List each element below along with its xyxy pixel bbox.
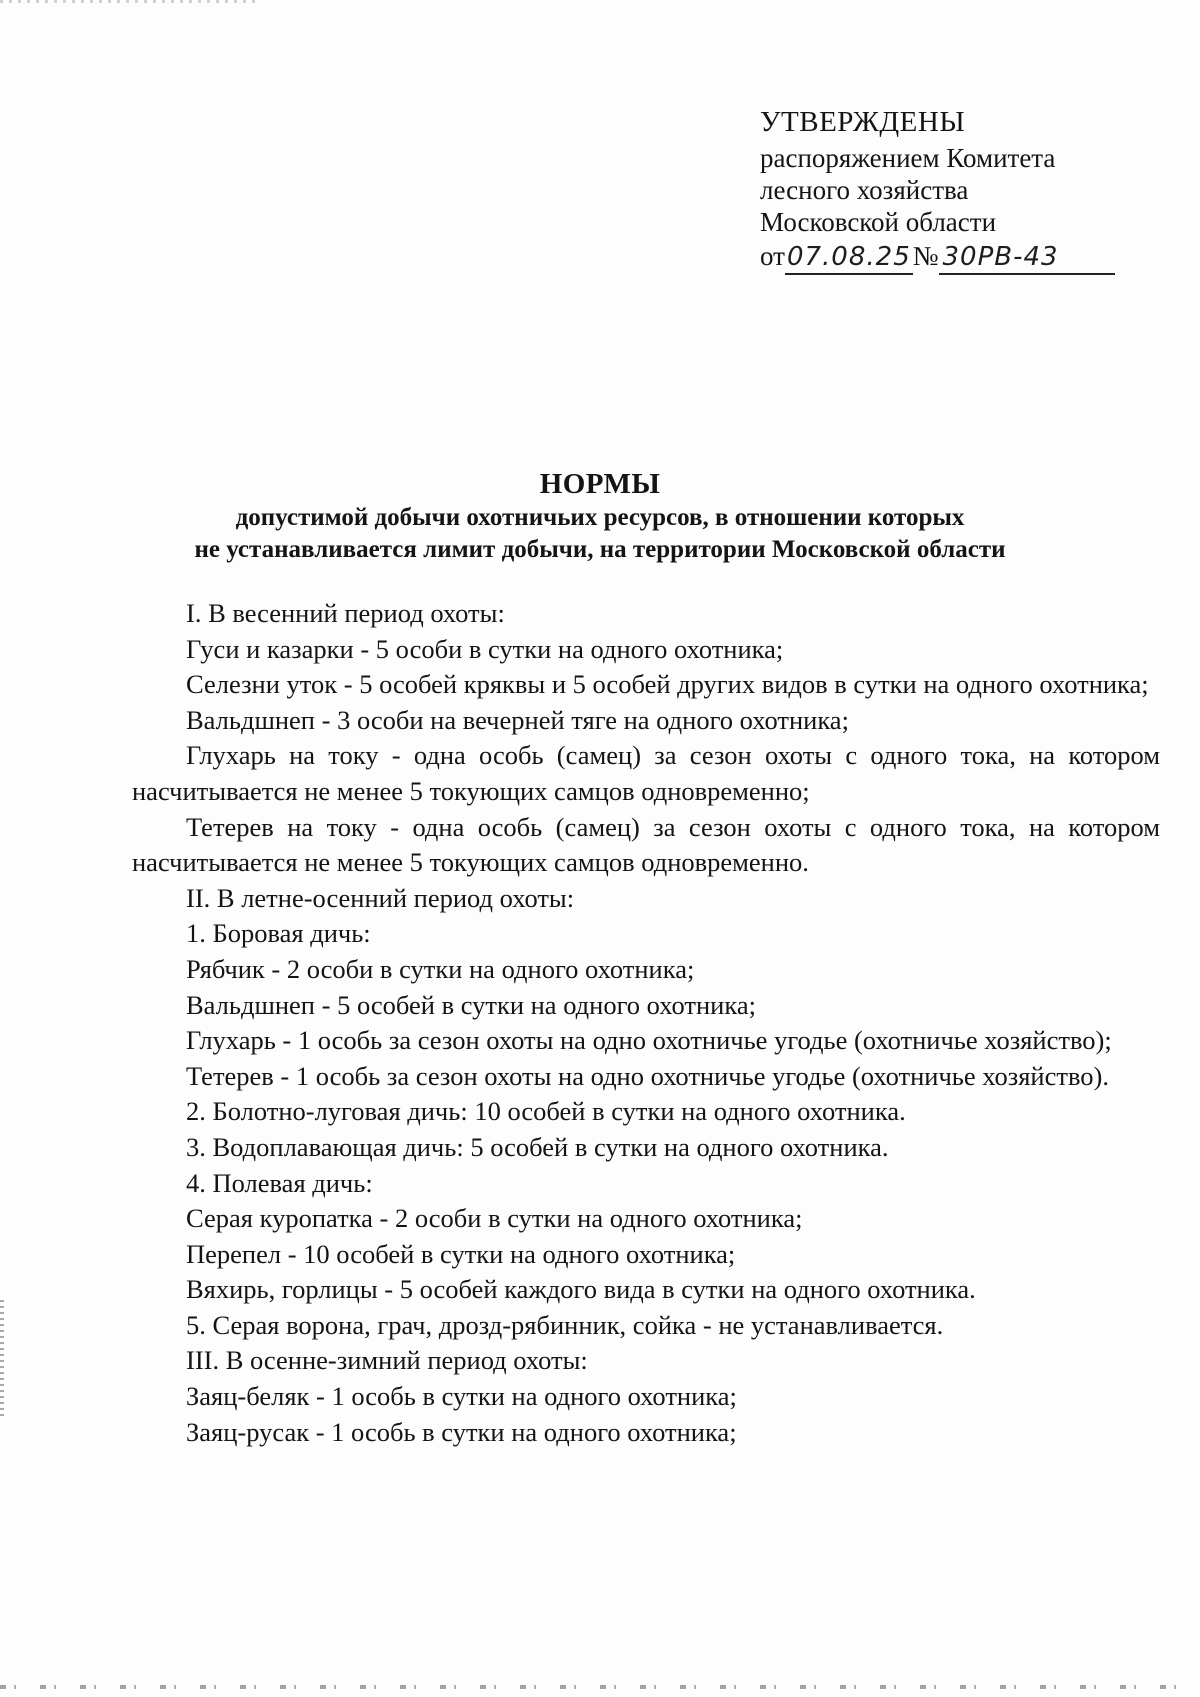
paragraph-brown-hare: Заяц-русак - 1 особь в сутки на одного охотника; bbox=[186, 1416, 737, 1447]
scan-artifact-top bbox=[0, 0, 260, 3]
paragraph-black-grouse-lek: Тетерев на току - одна особь (самец) за сезон охоты с одного тока, на котором насчитывается не менее 5 токующих самцов одновременно. bbox=[132, 811, 1160, 878]
paragraph-wood-pigeon: Вяхирь, горлицы - 5 особей каждого вида в сутки на одного охотника. bbox=[186, 1274, 976, 1305]
paragraph-woodcock-summer: Вальдшнеп - 5 особей в сутки на одного охотника; bbox=[186, 989, 756, 1020]
section-heading-spring: I. В весенний период охоты: bbox=[186, 598, 505, 628]
number-label: № bbox=[912, 241, 939, 271]
approval-title: УТВЕРЖДЕНЫ bbox=[760, 106, 966, 138]
subsection-forest-game: 1. Боровая дичь: bbox=[186, 918, 371, 949]
section-heading-summer-autumn: II. В летне-осенний период охоты: bbox=[186, 882, 575, 913]
paragraph-woodcock-spring: Вальдшнеп - 3 особи на вечерней тяге на одного охотника; bbox=[186, 704, 849, 735]
from-label: от bbox=[760, 241, 785, 271]
scan-artifact-bottom bbox=[0, 1685, 1200, 1689]
paragraph-drakes: Селезни уток - 5 особей кряквы и 5 особей других видов в сутки на одного охотника; bbox=[186, 669, 1149, 700]
section-heading-autumn-winter: III. В осенне-зимний период охоты: bbox=[186, 1345, 588, 1376]
approval-date-number-row bbox=[760, 240, 1180, 275]
document-title: НОРМЫ bbox=[539, 468, 661, 500]
subsection-waterfowl: 3. Водоплавающая дичь: 5 особей в сутки на одного охотника. bbox=[186, 1131, 889, 1162]
paragraph-hazel-grouse: Рябчик - 2 особи в сутки на одного охотника; bbox=[186, 953, 695, 984]
handwritten-date: 07.08.25 bbox=[785, 241, 913, 275]
paragraph-mountain-hare: Заяц-беляк - 1 особь в сутки на одного охотника; bbox=[186, 1381, 737, 1412]
approval-line-1: распоряжением Комитета bbox=[760, 143, 1056, 173]
subsection-field-game: 4. Полевая дичь: bbox=[186, 1167, 373, 1198]
document-subtitle-line-2: не устанавливается лимит добычи, на территории Московской области bbox=[194, 536, 1006, 563]
handwritten-number: 30РВ-43 bbox=[939, 241, 1115, 275]
document-title-block bbox=[0, 466, 1200, 566]
paragraph-capercaillie-season: Глухарь - 1 особь за сезон охоты на одно охотничье угодье (охотничье хозяйство); bbox=[186, 1025, 1112, 1056]
paragraph-grey-partridge: Серая куропатка - 2 особи в сутки на одного охотника; bbox=[186, 1203, 803, 1234]
approval-block bbox=[760, 106, 1180, 275]
subsection-crows: 5. Серая ворона, грач, дрозд-рябинник, сойка - не устанавливается. bbox=[186, 1309, 944, 1340]
subsection-marsh-game: 2. Болотно-луговая дичь: 10 особей в сутки на одного охотника. bbox=[186, 1096, 906, 1127]
paragraph-quail: Перепел - 10 особей в сутки на одного охотника; bbox=[186, 1238, 736, 1269]
paragraph-geese: Гуси и казарки - 5 особи в сутки на одного охотника; bbox=[186, 633, 784, 664]
paragraph-black-grouse-season: Тетерев - 1 особь за сезон охоты на одно охотничье угодье (охотничье хозяйство). bbox=[186, 1060, 1109, 1091]
approval-line-3: Московской области bbox=[760, 207, 997, 237]
scan-artifact-left-edge bbox=[0, 1300, 4, 1420]
document-subtitle-line-1: допустимой добычи охотничьих ресурсов, в отношении которых bbox=[235, 504, 965, 531]
approval-line-2: лесного хозяйства bbox=[760, 175, 969, 205]
paragraph-capercaillie-lek: Глухарь на току - одна особь (самец) за сезон охоты с одного тока, на котором насчитывается не менее 5 токующих самцов одновременно; bbox=[132, 740, 1160, 806]
document-body bbox=[132, 596, 1160, 1450]
